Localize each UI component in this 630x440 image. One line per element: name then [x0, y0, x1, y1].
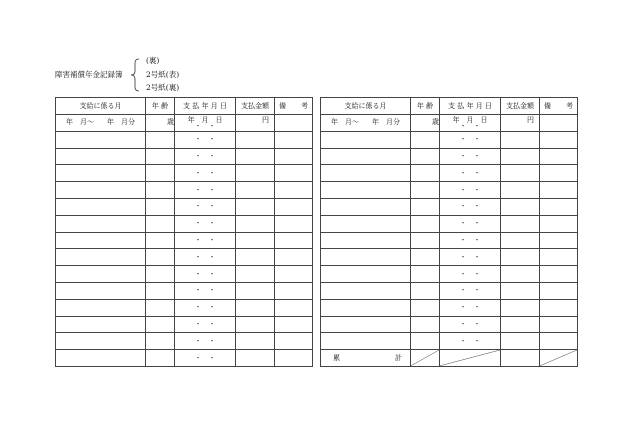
cell-period[interactable] [56, 232, 146, 249]
cell-age[interactable] [146, 282, 175, 299]
cell-age[interactable] [146, 165, 175, 182]
cell-amount[interactable] [236, 165, 275, 182]
cell-notes[interactable] [275, 165, 313, 182]
cell-amount[interactable] [501, 232, 540, 249]
cell-period[interactable] [321, 165, 411, 182]
cell-date[interactable]: ・ ・ [440, 198, 501, 215]
cell-period[interactable] [56, 299, 146, 316]
cell-notes[interactable] [275, 266, 313, 283]
cell-notes[interactable] [540, 182, 578, 199]
ledger-row [321, 316, 578, 333]
cell-age[interactable] [411, 232, 440, 249]
unit-notes [275, 115, 313, 132]
cell-notes[interactable] [275, 316, 313, 333]
ledger-row [56, 266, 313, 283]
cell-date[interactable]: ・ ・ [440, 316, 501, 333]
cell-amount[interactable] [236, 266, 275, 283]
cell-notes[interactable] [540, 131, 578, 148]
cell-amount[interactable] [501, 131, 540, 148]
cell-amount[interactable] [236, 148, 275, 165]
cell-date[interactable]: ・ ・ [440, 215, 501, 232]
cell-date[interactable]: ・ ・ [175, 282, 236, 299]
col-age: 年 齢 [411, 98, 440, 115]
cell-notes[interactable] [540, 316, 578, 333]
cell-date[interactable]: ・ ・ [175, 148, 236, 165]
cell-age[interactable] [146, 131, 175, 148]
total-label: 累 計 [321, 350, 411, 367]
cell-period[interactable] [56, 333, 146, 350]
cell-notes[interactable] [275, 232, 313, 249]
cell-date[interactable]: ・ ・ [175, 249, 236, 266]
cell-period[interactable] [321, 249, 411, 266]
cell-notes[interactable] [540, 282, 578, 299]
cell-notes[interactable] [275, 215, 313, 232]
cell-notes[interactable] [540, 249, 578, 266]
ledger-row [56, 299, 313, 316]
option-ura: (裏) [146, 56, 160, 65]
ledger-row [321, 215, 578, 232]
unit-date: 年 月 日 ・ ・ [175, 115, 236, 132]
cell-notes[interactable] [275, 182, 313, 199]
cell-amount[interactable] [501, 165, 540, 182]
ledger-row [56, 198, 313, 215]
total-age [411, 350, 440, 367]
cell-date[interactable]: ・ ・ [175, 182, 236, 199]
col-date: 支 払 年 月 日 [440, 98, 501, 115]
col-period: 支給に係る月 [56, 98, 146, 115]
cell-period[interactable] [56, 198, 146, 215]
cell-notes[interactable] [275, 249, 313, 266]
cell-notes[interactable] [275, 333, 313, 350]
ledger-title: 障害補償年金記録簿 [55, 70, 123, 79]
cell-age[interactable] [146, 198, 175, 215]
cell-age[interactable] [411, 282, 440, 299]
cell-age[interactable] [146, 350, 175, 367]
cell-amount[interactable] [501, 266, 540, 283]
ledger-row [56, 215, 313, 232]
cell-date[interactable]: ・ ・ [175, 333, 236, 350]
cell-notes[interactable] [275, 131, 313, 148]
strike-diagonal [440, 350, 500, 366]
cell-age[interactable] [411, 215, 440, 232]
cell-period[interactable] [56, 282, 146, 299]
ledger-row [56, 232, 313, 249]
unit-row [321, 115, 578, 132]
cell-amount[interactable] [236, 131, 275, 148]
ledger-row [56, 148, 313, 165]
cell-notes[interactable] [275, 282, 313, 299]
strike-diagonal [540, 350, 577, 366]
cell-amount[interactable] [501, 249, 540, 266]
ledger-row [321, 232, 578, 249]
cell-age[interactable] [411, 165, 440, 182]
col-date: 支 払 年 月 日 [175, 98, 236, 115]
col-period: 支給に係る月 [321, 98, 411, 115]
cell-date[interactable]: ・ ・ [440, 299, 501, 316]
unit-amount: 円 [236, 115, 275, 132]
ledger-row [56, 165, 313, 182]
cell-age[interactable] [146, 316, 175, 333]
cell-period[interactable] [321, 282, 411, 299]
cell-amount[interactable] [236, 316, 275, 333]
cell-period[interactable] [56, 266, 146, 283]
cell-amount[interactable] [236, 299, 275, 316]
cell-notes[interactable] [540, 266, 578, 283]
cell-amount[interactable] [501, 148, 540, 165]
cell-amount[interactable] [501, 198, 540, 215]
cell-period[interactable] [321, 148, 411, 165]
cell-amount[interactable] [501, 182, 540, 199]
cell-amount[interactable] [236, 350, 275, 367]
cell-date[interactable]: ・ ・ [175, 316, 236, 333]
col-notes: 備 考 [540, 98, 578, 115]
cell-date[interactable]: ・ ・ [175, 350, 236, 367]
cell-date[interactable]: ・ ・ [175, 266, 236, 283]
unit-amount: 円 [501, 115, 540, 132]
cell-age[interactable] [411, 266, 440, 283]
ledger-row [56, 131, 313, 148]
unit-notes [540, 115, 578, 132]
option-2go-ura: 2号紙(裏) [146, 83, 180, 92]
total-date [440, 350, 501, 367]
col-amount: 支払金額 [501, 98, 540, 115]
cell-age[interactable] [411, 316, 440, 333]
cell-notes[interactable] [275, 198, 313, 215]
unit-date: 年 月 日 ・ ・ [440, 115, 501, 132]
unit-period: 年 月〜 年 月分 [321, 115, 411, 132]
cell-notes[interactable] [540, 215, 578, 232]
total-notes [540, 350, 578, 367]
cell-amount[interactable] [236, 182, 275, 199]
cell-date[interactable]: ・ ・ [440, 182, 501, 199]
ledger-row [56, 333, 313, 350]
cell-age[interactable] [146, 148, 175, 165]
ledger-row [56, 316, 313, 333]
ledger-row [321, 282, 578, 299]
cell-date[interactable]: ・ ・ [440, 266, 501, 283]
cell-age[interactable] [411, 299, 440, 316]
cell-amount[interactable] [236, 232, 275, 249]
header-row [56, 98, 313, 115]
option-2go-omote: 2号紙(表) [146, 70, 180, 79]
cell-age[interactable] [411, 148, 440, 165]
ledger-row [321, 299, 578, 316]
cell-amount[interactable] [501, 215, 540, 232]
cell-notes[interactable] [275, 148, 313, 165]
ledger-row [321, 131, 578, 148]
unit-row [56, 115, 313, 132]
cell-amount[interactable] [501, 299, 540, 316]
total-row [321, 350, 578, 367]
ledger-row [56, 249, 313, 266]
cell-date[interactable]: ・ ・ [440, 232, 501, 249]
ledger-row [321, 165, 578, 182]
col-notes: 備 考 [275, 98, 313, 115]
cell-notes[interactable] [540, 333, 578, 350]
ledger-row [321, 148, 578, 165]
cell-date[interactable]: ・ ・ [440, 148, 501, 165]
cell-period[interactable] [321, 182, 411, 199]
cell-amount[interactable] [236, 249, 275, 266]
cell-period[interactable] [56, 249, 146, 266]
total-amount[interactable] [501, 350, 540, 367]
cell-date[interactable]: ・ ・ [175, 198, 236, 215]
header-row [321, 98, 578, 115]
cell-date[interactable]: ・ ・ [175, 299, 236, 316]
ledger-row [56, 350, 313, 367]
cell-period[interactable] [56, 165, 146, 182]
cell-date[interactable]: ・ ・ [440, 131, 501, 148]
cell-period[interactable] [56, 131, 146, 148]
cell-period[interactable] [321, 299, 411, 316]
ledger-row [56, 282, 313, 299]
cell-date[interactable]: ・ ・ [440, 249, 501, 266]
cell-age[interactable] [146, 299, 175, 316]
ledger-table-left [55, 97, 313, 367]
ledger-row [321, 182, 578, 199]
cell-age[interactable] [146, 333, 175, 350]
cell-notes[interactable] [540, 165, 578, 182]
cell-age[interactable] [146, 182, 175, 199]
unit-age: 歳 [146, 115, 175, 132]
cell-period[interactable] [56, 350, 146, 367]
cell-notes[interactable] [275, 350, 313, 367]
cell-period[interactable] [321, 131, 411, 148]
unit-age: 歳 [411, 115, 440, 132]
cell-amount[interactable] [501, 282, 540, 299]
cell-age[interactable] [146, 266, 175, 283]
cell-date[interactable]: ・ ・ [440, 165, 501, 182]
cell-amount[interactable] [236, 282, 275, 299]
cell-date[interactable]: ・ ・ [440, 282, 501, 299]
cell-age[interactable] [146, 232, 175, 249]
ledger-row [321, 266, 578, 283]
cell-amount[interactable] [236, 215, 275, 232]
cell-period[interactable] [321, 198, 411, 215]
ledger-row [321, 198, 578, 215]
cell-period[interactable] [321, 215, 411, 232]
cell-period[interactable] [56, 215, 146, 232]
ledger-row [321, 249, 578, 266]
cell-period[interactable] [321, 266, 411, 283]
cell-date[interactable]: ・ ・ [440, 333, 501, 350]
cell-age[interactable] [411, 198, 440, 215]
col-age: 年 齢 [146, 98, 175, 115]
cell-period[interactable] [321, 316, 411, 333]
ledger-row [56, 182, 313, 199]
cell-date[interactable]: ・ ・ [175, 131, 236, 148]
cell-age[interactable] [411, 182, 440, 199]
ledger-table-right [320, 97, 578, 367]
cell-age[interactable] [411, 333, 440, 350]
cell-notes[interactable] [540, 198, 578, 215]
cell-amount[interactable] [236, 198, 275, 215]
cell-age[interactable] [411, 249, 440, 266]
cell-date[interactable]: ・ ・ [175, 165, 236, 182]
cell-notes[interactable] [275, 299, 313, 316]
cell-notes[interactable] [540, 299, 578, 316]
cell-notes[interactable] [540, 148, 578, 165]
cell-period[interactable] [56, 182, 146, 199]
cell-period[interactable] [321, 333, 411, 350]
strike-diagonal [411, 350, 439, 366]
cell-amount[interactable] [501, 316, 540, 333]
unit-period: 年 月〜 年 月分 [56, 115, 146, 132]
cell-age[interactable] [146, 215, 175, 232]
cell-date[interactable]: ・ ・ [175, 232, 236, 249]
ledger-row [321, 333, 578, 350]
cell-notes[interactable] [540, 232, 578, 249]
cell-date[interactable]: ・ ・ [175, 215, 236, 232]
cell-amount[interactable] [236, 333, 275, 350]
cell-amount[interactable] [501, 333, 540, 350]
col-amount: 支払金額 [236, 98, 275, 115]
brace-icon [129, 58, 141, 92]
cell-age[interactable] [411, 131, 440, 148]
cell-period[interactable] [56, 148, 146, 165]
cell-period[interactable] [321, 232, 411, 249]
cell-period[interactable] [56, 316, 146, 333]
cell-age[interactable] [146, 249, 175, 266]
